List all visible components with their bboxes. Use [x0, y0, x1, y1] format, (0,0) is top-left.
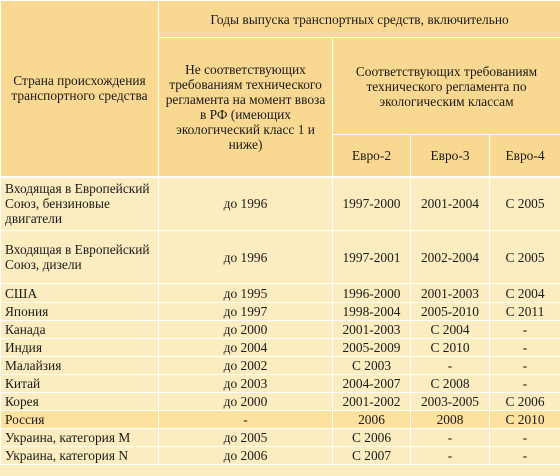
noncompliant-column-header: Не соответствующих требованиям технического регламента на момент ввоза в РФ (имеющих экологический класс 1 и ниже): [159, 38, 333, 177]
euro3-cell: 2003-2005: [411, 393, 490, 411]
euro3-cell: С 2008: [411, 375, 490, 393]
noncompliant-cell: до 1996: [159, 177, 333, 231]
noncompliant-cell: до 2000: [159, 393, 333, 411]
noncompliant-cell: до 1995: [159, 284, 333, 303]
euro2-cell: С 2007: [333, 447, 411, 465]
euro4-cell: С 2004: [490, 284, 560, 303]
euro2-column-header: Евро-2: [333, 135, 411, 177]
table-row: [1, 393, 560, 411]
table-row: [1, 177, 560, 231]
euro4-cell: С 2005: [490, 177, 560, 231]
country-cell: Украина, категория N: [1, 447, 159, 465]
euro2-cell: 1997-2001: [333, 231, 411, 284]
euro2-cell: 2004-2007: [333, 375, 411, 393]
euro4-cell: -: [490, 357, 560, 375]
euro2-cell: 2005-2009: [333, 339, 411, 357]
euro2-cell: 1996-2000: [333, 284, 411, 303]
table-row: [1, 231, 560, 284]
country-cell: Входящая в Европейский Союз, дизели: [1, 231, 159, 284]
euro2-cell: С 2003: [333, 357, 411, 375]
country-cell: Малайзия: [1, 357, 159, 375]
euro4-cell: -: [490, 339, 560, 357]
noncompliant-cell: до 2000: [159, 321, 333, 339]
euro3-cell: -: [411, 357, 490, 375]
euro3-cell: 2001-2004: [411, 177, 490, 231]
table-row: [1, 429, 560, 447]
country-cell: Россия: [1, 411, 159, 429]
table-row: [1, 375, 560, 393]
table-row: [1, 339, 560, 357]
euro4-column-header: Евро-4: [490, 135, 560, 177]
euro3-cell: 2008: [411, 411, 490, 429]
country-cell: Украина, категория М: [1, 429, 159, 447]
country-column-header: Страна происхождения транспортного средства: [1, 1, 159, 177]
euro3-cell: 2001-2003: [411, 284, 490, 303]
euro4-cell: -: [490, 375, 560, 393]
noncompliant-cell: до 2006: [159, 447, 333, 465]
euro2-cell: 1998-2004: [333, 303, 411, 321]
country-cell: Корея: [1, 393, 159, 411]
country-cell: Индия: [1, 339, 159, 357]
country-cell: Япония: [1, 303, 159, 321]
euro3-cell: С 2010: [411, 339, 490, 357]
compliant-header: Соответствующих требованиям технического регламента по экологическим классам: [333, 38, 560, 135]
euro3-cell: 2005-2010: [411, 303, 490, 321]
euro3-column-header: Евро-3: [411, 135, 490, 177]
euro2-cell: С 2006: [333, 429, 411, 447]
country-cell: Входящая в Европейский Союз, бензиновые двигатели: [1, 177, 159, 231]
years-header: Годы выпуска транспортных средств, включительно: [159, 1, 560, 38]
euro3-cell: С 2004: [411, 321, 490, 339]
country-cell: США: [1, 284, 159, 303]
euro4-cell: -: [490, 447, 560, 465]
country-cell: Канада: [1, 321, 159, 339]
table-row-highlighted: [1, 411, 560, 429]
euro4-cell: С 2010: [490, 411, 560, 429]
euro2-cell: 2006: [333, 411, 411, 429]
euro2-cell: 2001-2003: [333, 321, 411, 339]
noncompliant-cell: до 1997: [159, 303, 333, 321]
table-row: [1, 284, 560, 303]
table-row: [1, 303, 560, 321]
noncompliant-cell: до 2002: [159, 357, 333, 375]
noncompliant-cell: -: [159, 411, 333, 429]
noncompliant-cell: до 2004: [159, 339, 333, 357]
country-cell: Китай: [1, 375, 159, 393]
euro4-cell: С 2006: [490, 393, 560, 411]
noncompliant-cell: до 2003: [159, 375, 333, 393]
euro4-cell: -: [490, 321, 560, 339]
euro4-cell: С 2011: [490, 303, 560, 321]
noncompliant-cell: до 2005: [159, 429, 333, 447]
table-row: [1, 357, 560, 375]
euro3-cell: 2002-2004: [411, 231, 490, 284]
euro2-cell: 1997-2000: [333, 177, 411, 231]
euro4-cell: -: [490, 429, 560, 447]
noncompliant-cell: до 1996: [159, 231, 333, 284]
euro3-cell: -: [411, 447, 490, 465]
table-row: [1, 321, 560, 339]
euro3-cell: -: [411, 429, 490, 447]
euro4-cell: С 2005: [490, 231, 560, 284]
table-row: [1, 447, 560, 465]
euro2-cell: 2001-2002: [333, 393, 411, 411]
